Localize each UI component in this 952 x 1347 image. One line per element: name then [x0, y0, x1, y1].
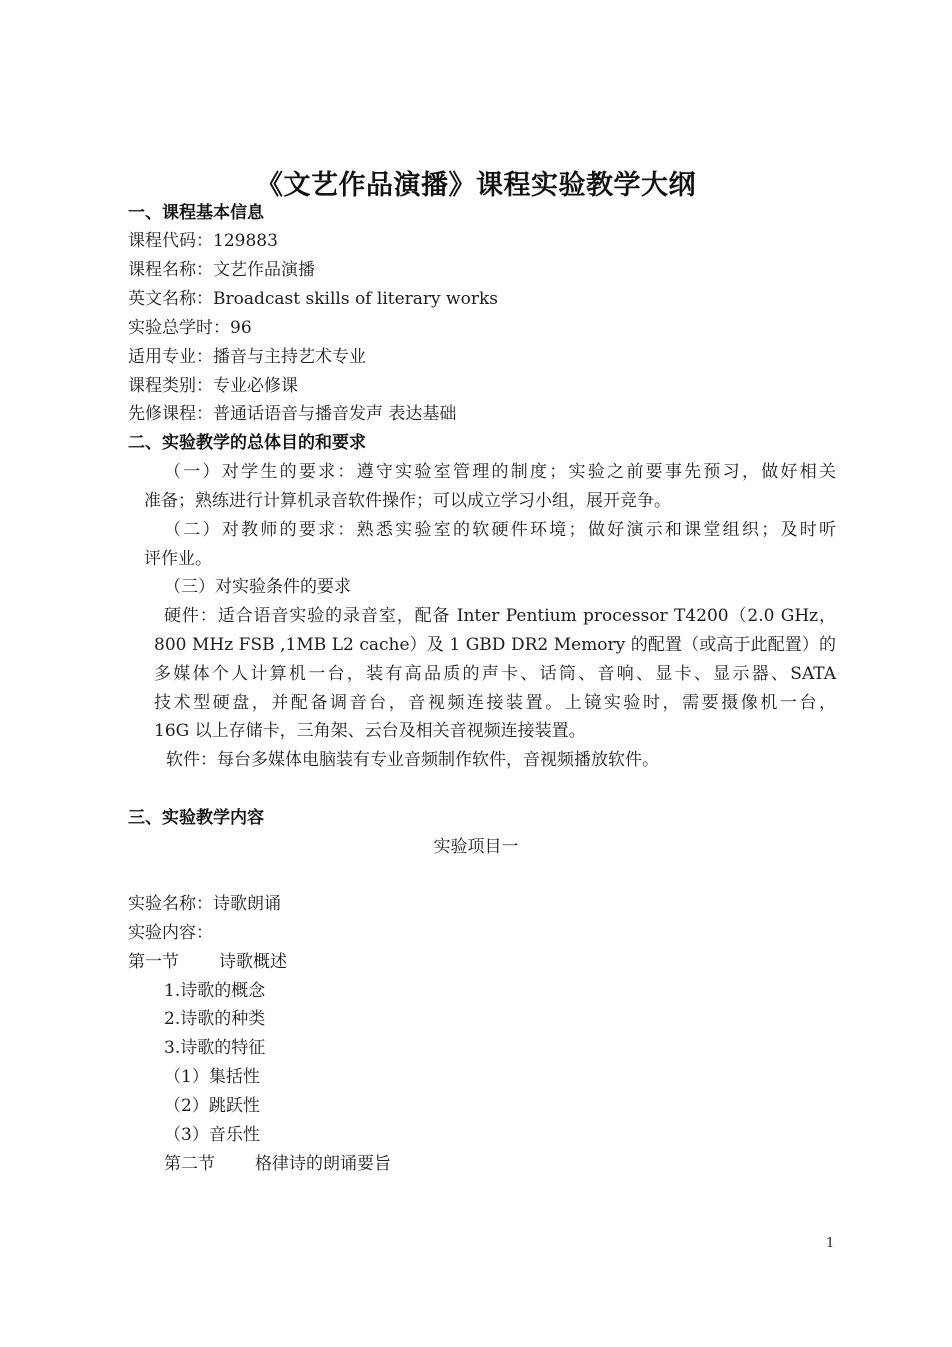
- software-requirement: 软件：每台多媒体电脑装有专业音频制作软件，音视频播放软件。: [166, 750, 659, 770]
- section3-heading: 三、实验教学内容: [128, 808, 264, 828]
- course-category: 课程类别：专业必修课: [128, 376, 298, 396]
- teacher-requirement-line1: （二）对教师的要求：熟悉实验室的软硬件环境；做好演示和课堂组织；及时听: [164, 520, 836, 540]
- hardware-line4: 技术型硬盘，并配备调音台，音视频连接装置。上镜实验时，需要摄像机一台，: [154, 693, 836, 713]
- list-item: 1.诗歌的概念: [164, 981, 266, 1001]
- experiment-name: 实验名称：诗歌朗诵: [128, 894, 281, 914]
- hardware-line1: 硬件：适合语音实验的录音室，配备 Inter Pentium processor T4200（2.0 GHz，: [164, 606, 836, 626]
- project-title: 实验项目一: [433, 837, 519, 857]
- prerequisites: 先修课程：普通话语音与播音发声 表达基础: [128, 404, 457, 424]
- chapter2-label: 第二节: [164, 1154, 215, 1174]
- chapter1-label: 第一节: [128, 952, 179, 972]
- total-hours: 实验总学时：96: [128, 318, 252, 338]
- section2-heading: 二、实验教学的总体目的和要求: [128, 433, 366, 453]
- list-item: 2.诗歌的种类: [164, 1009, 266, 1029]
- list-item: （3）音乐性: [164, 1125, 260, 1145]
- chapter2-heading: [164, 1152, 391, 1176]
- conditions-heading: （三）对实验条件的要求: [164, 577, 351, 597]
- hardware-line5: 16G 以上存储卡，三角架、云台及相关音视频连接装置。: [154, 721, 586, 741]
- english-name: 英文名称：Broadcast skills of literary works: [128, 289, 498, 309]
- list-item: 3.诗歌的特征: [164, 1038, 266, 1058]
- page-number: 1: [826, 1236, 835, 1251]
- course-code: 课程代码：129883: [128, 231, 278, 251]
- student-requirement-line2: 准备；熟练进行计算机录音软件操作；可以成立学习小组，展开竞争。: [144, 491, 671, 511]
- document-title: 《文艺作品演播》课程实验教学大纲: [256, 170, 696, 201]
- list-item: （2）跳跃性: [164, 1096, 260, 1116]
- teacher-requirement-line2: 评作业。: [144, 549, 212, 569]
- hardware-line2: 800 MHz FSB ,1MB L2 cache）及 1 GBD DR2 Memory 的配置（或高于此配置）的: [154, 635, 836, 655]
- list-item: （1）集括性: [164, 1067, 260, 1087]
- chapter1-title: 诗歌概述: [219, 952, 287, 972]
- applicable-major: 适用专业：播音与主持艺术专业: [128, 347, 366, 367]
- student-requirement-line1: （一）对学生的要求：遵守实验室管理的制度；实验之前要事先预习，做好相关: [164, 462, 836, 482]
- hardware-line3: 多媒体个人计算机一台，装有高品质的声卡、话筒、音响、显卡、显示器、SATA: [154, 664, 836, 684]
- chapter1-heading: [128, 950, 287, 974]
- course-name: 课程名称：文艺作品演播: [128, 260, 315, 280]
- section1-heading: 一、课程基本信息: [128, 203, 264, 223]
- chapter2-title: 格律诗的朗诵要旨: [255, 1154, 391, 1174]
- experiment-content-label: 实验内容：: [128, 923, 213, 943]
